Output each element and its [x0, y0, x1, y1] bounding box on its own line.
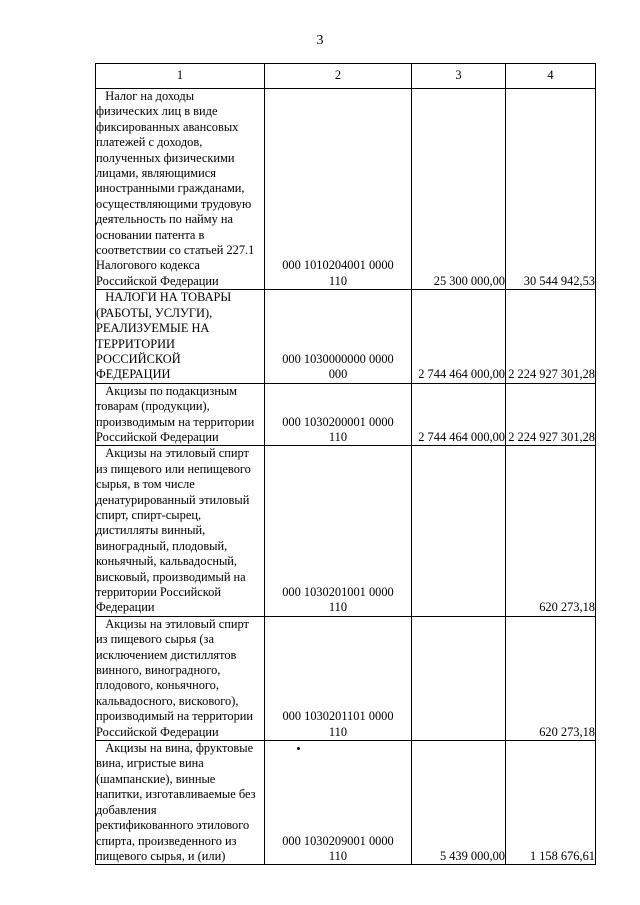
planned-amount-cell: 25 300 000,00	[412, 89, 506, 290]
budget-code-line: 000 1030209001 0000	[282, 833, 394, 848]
actual-amount-cell: 1 158 676,61	[506, 741, 596, 865]
item-name-line: Российской Федерации	[96, 429, 219, 444]
planned-amount-cell	[412, 616, 506, 740]
item-name-line: Акцизы на вина, фруктовые	[96, 741, 254, 756]
item-name-line: НАЛОГИ НА ТОВАРЫ	[96, 290, 232, 305]
item-name-line: висковый, производимый на	[96, 569, 246, 584]
item-name-line: РЕАЛИЗУЕМЫЕ НА	[96, 321, 210, 336]
item-name-line: ТЕРРИТОРИИ	[96, 336, 176, 351]
item-name-line: соответствии со статьей 227.1	[96, 243, 255, 258]
budget-code-line: 110	[328, 724, 348, 739]
item-name-line: иностранными гражданами,	[96, 181, 245, 196]
item-name-line: производимый на территории	[96, 709, 254, 724]
item-name-line: винного, виноградного,	[96, 663, 221, 678]
item-name-line: виноградный, плодовый,	[96, 538, 228, 553]
item-name-line: деятельность по найму на	[96, 212, 233, 227]
item-name-line: РОССИЙСКОЙ	[96, 351, 181, 366]
actual-amount-cell: 620 273,18	[506, 616, 596, 740]
item-name-cell	[96, 446, 265, 616]
item-name-line: осуществляющими трудовую	[96, 196, 252, 211]
budget-code-line: 110	[328, 429, 348, 444]
item-name-line: напитки, изготавливаемые без	[96, 787, 256, 802]
item-name-line: Акцизы по подакцизным	[96, 383, 238, 398]
item-name-line: территории Российской	[96, 585, 222, 599]
table-header-row	[96, 64, 596, 89]
item-name-line: Российской Федерации	[96, 273, 219, 288]
item-name-line: дистилляты винный,	[96, 523, 206, 538]
item-name-line: физических лиц в виде	[96, 104, 218, 119]
item-name-line: платежей с доходов,	[96, 135, 203, 150]
ink-dot	[297, 747, 300, 750]
budget-table	[95, 63, 596, 865]
budget-code-line: 000 1030000000 0000	[282, 351, 394, 366]
item-name-line: полученных физическими	[96, 150, 235, 165]
table-row	[96, 290, 596, 383]
planned-amount-cell	[412, 446, 506, 616]
item-name-cell	[96, 290, 265, 383]
budget-code-line: 000 1030200001 0000	[282, 414, 394, 429]
item-name-line: спирта, произведенного из	[96, 833, 237, 848]
planned-amount-cell: 5 439 000,00	[412, 741, 506, 865]
actual-amount-cell: 2 224 927 301,28	[506, 290, 596, 383]
budget-code-cell	[265, 741, 412, 865]
planned-amount-cell: 2 744 464 000,00	[412, 290, 506, 383]
item-name-line: вина, игристые вина	[96, 756, 204, 771]
budget-code-cell	[265, 290, 412, 383]
table-row	[96, 89, 596, 290]
item-name-line: Акцизы на этиловый спирт	[96, 446, 249, 461]
table-row	[96, 741, 596, 865]
table-row	[96, 616, 596, 740]
item-name-line: (шампанские), винные	[96, 771, 216, 786]
item-name-line: лицами, являющимися	[96, 166, 216, 181]
item-name-line: кальвадосного, вискового),	[96, 693, 239, 708]
budget-code-line: 000 1030201001 0000	[282, 585, 394, 599]
column-header: 2	[265, 64, 412, 89]
item-name-line: (РАБОТЫ, УСЛУГИ),	[96, 305, 213, 320]
budget-code-line: 000 1010204001 0000	[282, 258, 394, 273]
item-name-line: ФЕДЕРАЦИИ	[96, 367, 171, 382]
budget-code-cell	[265, 383, 412, 446]
item-name-line: сырья, в том числе	[96, 477, 195, 492]
item-name-cell	[96, 383, 265, 446]
item-name-line: Федерации	[96, 600, 155, 615]
budget-code-line: 000 1030201101 0000	[282, 709, 394, 724]
table-row	[96, 446, 596, 616]
item-name-line: производимым на территории	[96, 414, 255, 429]
item-name-cell	[96, 616, 265, 740]
item-name-line: добавления	[96, 802, 157, 817]
actual-amount-cell: 30 544 942,53	[506, 89, 596, 290]
item-name-cell	[96, 741, 265, 865]
actual-amount-cell: 620 273,18	[506, 446, 596, 616]
budget-code-cell	[265, 616, 412, 740]
item-name-line: плодового, коньячного,	[96, 678, 219, 693]
column-header: 1	[96, 64, 265, 89]
item-name-line: из пищевого сырья (за	[96, 632, 214, 647]
budget-code-cell	[265, 446, 412, 616]
item-name-line: ректификованного этилового	[96, 818, 250, 833]
item-name-line: Налогового кодекса	[96, 258, 200, 273]
item-name-line: Налог на доходы	[96, 89, 195, 103]
budget-code-line: 110	[328, 848, 348, 863]
column-header: 3	[412, 64, 506, 89]
planned-amount-cell: 2 744 464 000,00	[412, 383, 506, 446]
budget-code-line: 110	[328, 273, 348, 288]
table-body	[96, 89, 596, 865]
item-name-line: исключением дистиллятов	[96, 647, 237, 662]
actual-amount-cell: 2 224 927 301,28	[506, 383, 596, 446]
item-name-line: коньячный, кальвадосный,	[96, 554, 238, 569]
table-row	[96, 383, 596, 446]
item-name-line: из пищевого или непищевого	[96, 461, 251, 476]
item-name-line: основании патента в	[96, 227, 205, 242]
budget-code-cell	[265, 89, 412, 290]
budget-code-line: 110	[328, 600, 348, 615]
item-name-line: товарам (продукции),	[96, 399, 210, 414]
item-name-line: спирт, спирт-сырец,	[96, 507, 202, 522]
item-name-line: фиксированных авансовых	[96, 119, 239, 134]
item-name-line: денатурированный этиловый	[96, 492, 250, 507]
item-name-line: Акцизы на этиловый спирт	[96, 616, 249, 631]
budget-code-line: 000	[328, 367, 348, 382]
page-number: 3	[316, 33, 324, 48]
item-name-cell	[96, 89, 265, 290]
item-name-line: пищевого сырья, и (или)	[96, 848, 226, 863]
column-header: 4	[506, 64, 596, 89]
item-name-line: Российской Федерации	[96, 724, 219, 739]
